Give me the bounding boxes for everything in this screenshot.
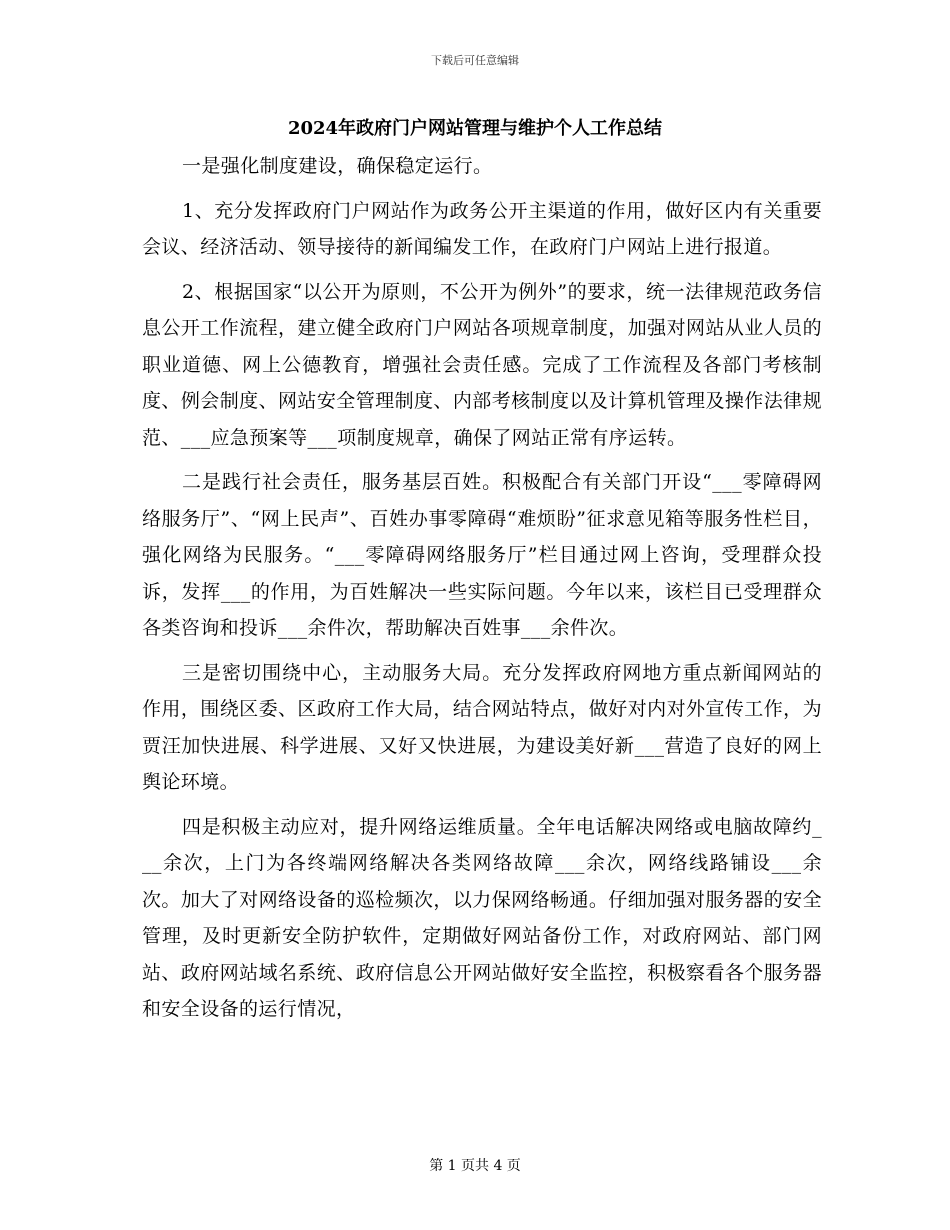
paragraph-section-one-heading: 一是强化制度建设，确保稳定运行。 — [182, 155, 493, 177]
paragraph-item-one: 1、充分发挥政府门户网站作为政务公开主渠道的作用，做好区内有关重要会议、经济活动、领导接待的新闻编发工作，在政府门户网站上进行报道。 — [142, 199, 822, 258]
paragraph-section-three: 三是密切围绕中心，主动服务大局。充分发挥政府网地方重点新闻网站的作用，围绕区委、区政府工作大局，结合网站特点，做好对内对外宣传工作，为贾汪加快进展、科学进展、又好又快进展，为建设美好新___营造了良好的网上舆论环境。 — [142, 661, 822, 793]
document-body — [142, 148, 822, 1036]
document-title: 2024年政府门户网站管理与维护个人工作总结 — [287, 118, 663, 139]
paragraph-item-two: 2、根据国家“以公开为原则，不公开为例外”的要求，统一法律规范政务信息公开工作流程，建立健全政府门户网站各项规章制度，加强对网站从业人员的职业道德、网上公德教育，增强社会责任感。完成了工作流程及各部门考核制度、例会制度、网站安全管理制度、内部考核制度以及计算机管理及操作法律规范、___应急预案等___项制度规章，确保了网站正常有序运转。 — [142, 280, 822, 449]
page-number-footer: 第 1 页共 4 页 — [429, 1158, 521, 1174]
header-note: 下载后可任意编辑 — [431, 54, 519, 67]
paragraph-section-four: 四是积极主动应对，提升网络运维质量。全年电话解决网络或电脑故障约___余次，上门为各终端网络解决各类网络故障___余次，网络线路铺设___余次。加大了对网络设备的巡检频次，以力保网络畅通。仔细加强对服务器的安全管理，及时更新安全防护软件，定期做好网站备份工作，对政府网站、部门网站、政府网站域名系统、政府信息公开网站做好安全监控，积极察看各个服务器和安全设备的运行情况， — [142, 815, 822, 1020]
paragraph-section-two: 二是践行社会责任，服务基层百姓。积极配合有关部门开设“___零障碍网络服务厅”、“网上民声”、百姓办事零障碍“难烦盼”征求意见箱等服务性栏目，强化网络为民服务。“___零障碍网络服务厅”栏目通过网上咨询，受理群众投诉，发挥___的作用，为百姓解决一些实际问题。今年以来，该栏目已受理群众各类咨询和投诉___余件次，帮助解决百姓事___余件次。 — [142, 471, 822, 639]
